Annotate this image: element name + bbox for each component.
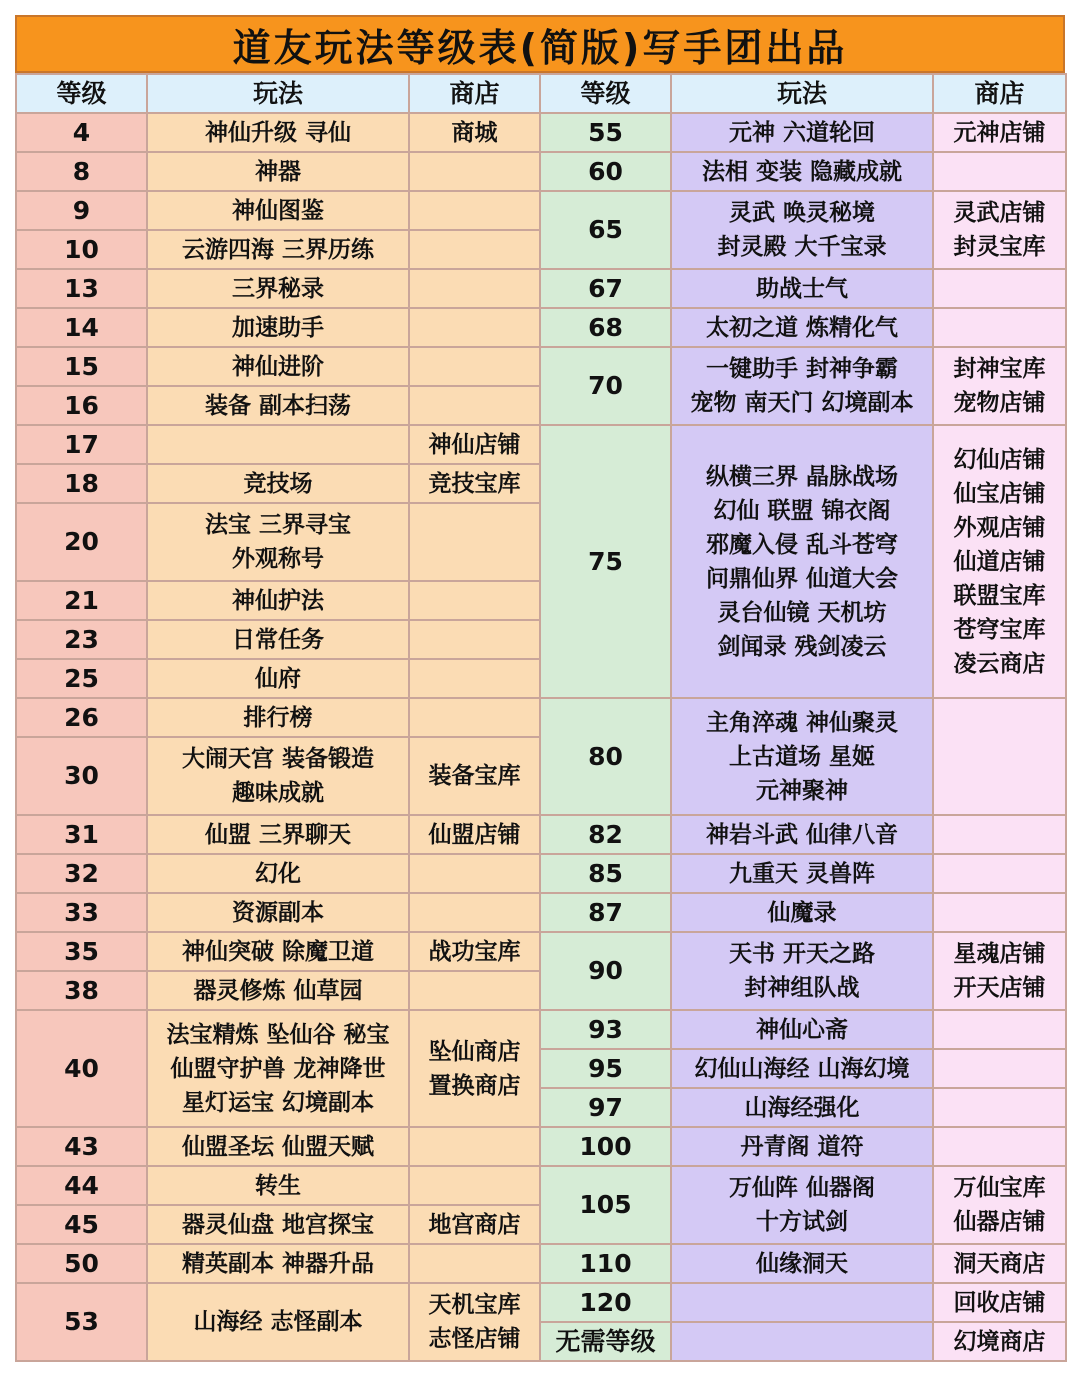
shop-cell <box>933 893 1066 932</box>
play-line: 问鼎仙界 仙道大会 <box>705 565 898 592</box>
level-cell: 75 <box>540 425 671 698</box>
level-cell: 16 <box>16 386 147 425</box>
shop-cell: 仙盟店铺 <box>409 815 540 854</box>
play-cell: 丹青阁 道符 <box>671 1127 933 1166</box>
level-cell: 4 <box>16 113 147 152</box>
play-cell: 山海经强化 <box>671 1088 933 1127</box>
table-row <box>16 698 1066 737</box>
level-cell: 35 <box>16 932 147 971</box>
shop-cell <box>409 1166 540 1205</box>
level-cell: 82 <box>540 815 671 854</box>
shop-line: 置换商店 <box>428 1072 521 1099</box>
play-line: 邪魔入侵 乱斗苍穹 <box>705 531 898 558</box>
shop-cell: 元神店铺 <box>933 113 1066 152</box>
level-cell: 97 <box>540 1088 671 1127</box>
play-cell: 仙府 <box>147 659 409 698</box>
play-cell: 助战士气 <box>671 269 933 308</box>
shop-cell <box>933 1088 1066 1127</box>
play-line: 外观称号 <box>232 546 324 572</box>
level-cell: 45 <box>16 1205 147 1244</box>
shop-cell <box>933 1127 1066 1166</box>
play-cell <box>671 1283 933 1322</box>
shop-cell <box>409 386 540 425</box>
play-cell: 云游四海 三界历练 <box>147 230 409 269</box>
shop-line: 凌云商店 <box>953 650 1046 677</box>
level-cell: 60 <box>540 152 671 191</box>
table-row <box>16 815 1066 854</box>
play-cell: 资源副本 <box>147 893 409 932</box>
table-row <box>16 308 1066 347</box>
shop-cell <box>409 581 540 620</box>
level-cell: 68 <box>540 308 671 347</box>
play-cell <box>671 932 933 1010</box>
play-cell: 神仙进阶 <box>147 347 409 386</box>
play-cell <box>671 1322 933 1361</box>
play-cell: 日常任务 <box>147 620 409 659</box>
shop-line: 宠物店铺 <box>953 390 1046 416</box>
play-cell <box>671 425 933 698</box>
play-cell: 装备 副本扫荡 <box>147 386 409 425</box>
shop-line: 幻仙店铺 <box>953 446 1046 473</box>
shop-cell <box>933 152 1066 191</box>
shop-cell: 战功宝库 <box>409 932 540 971</box>
play-cell <box>671 191 933 269</box>
level-cell: 8 <box>16 152 147 191</box>
shop-line: 联盟宝库 <box>953 582 1046 609</box>
table-row <box>16 1244 1066 1283</box>
header-row <box>16 74 1066 113</box>
play-line: 封神组队战 <box>744 975 860 1001</box>
shop-cell: 竞技宝库 <box>409 464 540 503</box>
shop-cell <box>933 308 1066 347</box>
shop-cell <box>409 503 540 581</box>
shop-line: 仙道店铺 <box>953 548 1046 575</box>
play-cell <box>671 1166 933 1244</box>
level-cell: 23 <box>16 620 147 659</box>
table-row <box>16 269 1066 308</box>
shop-cell <box>933 815 1066 854</box>
play-cell: 器灵修炼 仙草园 <box>147 971 409 1010</box>
table-row <box>16 1283 1066 1322</box>
level-cell: 25 <box>16 659 147 698</box>
level-cell: 无需等级 <box>540 1322 671 1361</box>
header-level-left: 等级 <box>16 74 147 113</box>
header-level-right: 等级 <box>540 74 671 113</box>
shop-line: 天机宝库 <box>428 1292 521 1318</box>
level-cell: 17 <box>16 425 147 464</box>
play-line: 趣味成就 <box>232 780 324 806</box>
level-cell: 38 <box>16 971 147 1010</box>
shop-cell <box>409 152 540 191</box>
play-cell: 精英副本 神器升品 <box>147 1244 409 1283</box>
table-row <box>16 1166 1066 1205</box>
shop-cell: 神仙店铺 <box>409 425 540 464</box>
shop-line: 仙宝店铺 <box>953 480 1046 507</box>
shop-cell <box>409 971 540 1010</box>
shop-cell: 地宫商店 <box>409 1205 540 1244</box>
play-cell <box>147 425 409 464</box>
play-line: 主角淬魂 神仙聚灵 <box>705 709 898 736</box>
table-row <box>16 854 1066 893</box>
header-play-left: 玩法 <box>147 74 409 113</box>
shop-line: 仙器店铺 <box>953 1209 1046 1235</box>
shop-cell <box>409 659 540 698</box>
play-cell: 太初之道 炼精化气 <box>671 308 933 347</box>
play-line: 元神聚神 <box>756 777 848 804</box>
shop-cell <box>409 1127 540 1166</box>
play-line: 灵台仙镜 天机坊 <box>717 599 887 626</box>
header-shop-left: 商店 <box>409 74 540 113</box>
play-cell: 幻化 <box>147 854 409 893</box>
shop-cell: 幻境商店 <box>933 1322 1066 1361</box>
shop-line: 封灵宝库 <box>953 234 1046 260</box>
play-cell: 神仙突破 除魔卫道 <box>147 932 409 971</box>
play-cell: 仙魔录 <box>671 893 933 932</box>
shop-line: 封神宝库 <box>953 356 1046 382</box>
play-line: 剑闻录 残剑凌云 <box>717 633 887 660</box>
level-cell: 50 <box>16 1244 147 1283</box>
play-line: 十方试剑 <box>756 1209 848 1235</box>
play-cell: 加速助手 <box>147 308 409 347</box>
level-cell: 70 <box>540 347 671 425</box>
table-row <box>16 893 1066 932</box>
play-cell <box>147 503 409 581</box>
play-cell: 仙盟圣坛 仙盟天赋 <box>147 1127 409 1166</box>
level-cell: 40 <box>16 1010 147 1127</box>
shop-cell <box>409 191 540 230</box>
level-cell: 44 <box>16 1166 147 1205</box>
shop-cell <box>409 347 540 386</box>
level-cell: 14 <box>16 308 147 347</box>
level-cell: 65 <box>540 191 671 269</box>
header-shop-right: 商店 <box>933 74 1066 113</box>
play-cell: 神器 <box>147 152 409 191</box>
table-row <box>16 425 1066 464</box>
level-cell: 32 <box>16 854 147 893</box>
level-cell: 20 <box>16 503 147 581</box>
shop-cell <box>409 269 540 308</box>
shop-cell <box>933 425 1066 698</box>
level-cell: 33 <box>16 893 147 932</box>
play-line: 万仙阵 仙器阁 <box>728 1175 875 1201</box>
play-cell: 转生 <box>147 1166 409 1205</box>
shop-cell <box>933 698 1066 815</box>
play-line: 法宝 三界寻宝 <box>204 512 351 538</box>
shop-cell <box>409 854 540 893</box>
play-cell: 九重天 灵兽阵 <box>671 854 933 893</box>
level-cell: 13 <box>16 269 147 308</box>
level-cell: 90 <box>540 932 671 1010</box>
play-cell: 三界秘录 <box>147 269 409 308</box>
shop-cell <box>933 854 1066 893</box>
table-row <box>16 1010 1066 1049</box>
level-cell: 31 <box>16 815 147 854</box>
shop-cell <box>933 932 1066 1010</box>
table-title: 道友玩法等级表(简版)写手团出品 <box>15 15 1065 73</box>
level-cell: 87 <box>540 893 671 932</box>
play-line: 幻仙 联盟 锦衣阁 <box>713 497 891 524</box>
table-row <box>16 347 1066 386</box>
level-cell: 10 <box>16 230 147 269</box>
play-line: 纵横三界 晶脉战场 <box>705 463 898 490</box>
play-line: 灵武 唤灵秘境 <box>728 200 875 226</box>
shop-line: 苍穹宝库 <box>953 616 1046 643</box>
header-play-right: 玩法 <box>671 74 933 113</box>
play-cell: 法相 变装 隐藏成就 <box>671 152 933 191</box>
level-cell: 15 <box>16 347 147 386</box>
level-cell: 43 <box>16 1127 147 1166</box>
shop-cell <box>933 1166 1066 1244</box>
shop-cell: 回收店铺 <box>933 1283 1066 1322</box>
play-cell: 仙盟 三界聊天 <box>147 815 409 854</box>
level-table <box>15 73 1067 1362</box>
play-line: 上古道场 星姬 <box>728 743 875 770</box>
shop-cell <box>409 893 540 932</box>
shop-cell <box>409 620 540 659</box>
play-cell: 器灵仙盘 地宫探宝 <box>147 1205 409 1244</box>
play-cell: 竞技场 <box>147 464 409 503</box>
shop-cell <box>933 191 1066 269</box>
play-cell: 山海经 志怪副本 <box>147 1283 409 1361</box>
level-cell: 67 <box>540 269 671 308</box>
play-line: 宠物 南天门 幻境副本 <box>690 390 914 416</box>
level-cell: 26 <box>16 698 147 737</box>
shop-cell <box>933 347 1066 425</box>
play-cell: 元神 六道轮回 <box>671 113 933 152</box>
shop-line: 灵武店铺 <box>953 200 1046 226</box>
play-line: 仙盟守护兽 龙神降世 <box>170 1055 386 1082</box>
play-line: 大闹天宫 装备锻造 <box>181 746 374 772</box>
shop-cell: 洞天商店 <box>933 1244 1066 1283</box>
level-cell: 120 <box>540 1283 671 1322</box>
level-cell: 105 <box>540 1166 671 1244</box>
play-cell <box>147 1010 409 1127</box>
level-cell: 110 <box>540 1244 671 1283</box>
level-cell: 80 <box>540 698 671 815</box>
shop-cell <box>409 698 540 737</box>
shop-cell: 商城 <box>409 113 540 152</box>
level-cell: 18 <box>16 464 147 503</box>
shop-cell <box>933 1010 1066 1049</box>
table-row <box>16 113 1066 152</box>
shop-line: 志怪店铺 <box>428 1326 521 1352</box>
table-row <box>16 152 1066 191</box>
shop-cell <box>933 269 1066 308</box>
level-cell: 93 <box>540 1010 671 1049</box>
shop-line: 星魂店铺 <box>953 941 1046 967</box>
level-cell: 30 <box>16 737 147 815</box>
play-cell: 神岩斗武 仙律八音 <box>671 815 933 854</box>
shop-line: 外观店铺 <box>953 514 1046 541</box>
play-line: 星灯运宝 幻境副本 <box>181 1089 374 1116</box>
play-cell: 神仙升级 寻仙 <box>147 113 409 152</box>
play-cell: 排行榜 <box>147 698 409 737</box>
play-cell: 神仙心斋 <box>671 1010 933 1049</box>
shop-cell <box>409 308 540 347</box>
table-row <box>16 191 1066 230</box>
shop-line: 坠仙商店 <box>428 1038 521 1065</box>
shop-line: 万仙宝库 <box>953 1175 1046 1201</box>
shop-cell: 装备宝库 <box>409 737 540 815</box>
play-cell: 神仙护法 <box>147 581 409 620</box>
level-cell: 21 <box>16 581 147 620</box>
shop-cell <box>409 1010 540 1127</box>
play-cell <box>147 737 409 815</box>
shop-cell <box>933 1049 1066 1088</box>
shop-line: 开天店铺 <box>953 975 1046 1001</box>
play-cell: 神仙图鉴 <box>147 191 409 230</box>
play-cell: 幻仙山海经 山海幻境 <box>671 1049 933 1088</box>
table-row <box>16 1127 1066 1166</box>
shop-cell <box>409 1283 540 1361</box>
play-line: 法宝精炼 坠仙谷 秘宝 <box>166 1021 390 1048</box>
play-line: 一键助手 封神争霸 <box>705 356 898 382</box>
play-cell <box>671 347 933 425</box>
play-line: 天书 开天之路 <box>728 941 875 967</box>
shop-cell <box>409 230 540 269</box>
level-cell: 53 <box>16 1283 147 1361</box>
level-cell: 100 <box>540 1127 671 1166</box>
level-cell: 55 <box>540 113 671 152</box>
play-line: 封灵殿 大千宝录 <box>717 234 887 260</box>
table-row <box>16 932 1066 971</box>
play-cell <box>671 698 933 815</box>
shop-cell <box>409 1244 540 1283</box>
level-cell: 95 <box>540 1049 671 1088</box>
level-table-sheet <box>15 15 1065 1360</box>
level-cell: 85 <box>540 854 671 893</box>
play-cell: 仙缘洞天 <box>671 1244 933 1283</box>
level-cell: 9 <box>16 191 147 230</box>
